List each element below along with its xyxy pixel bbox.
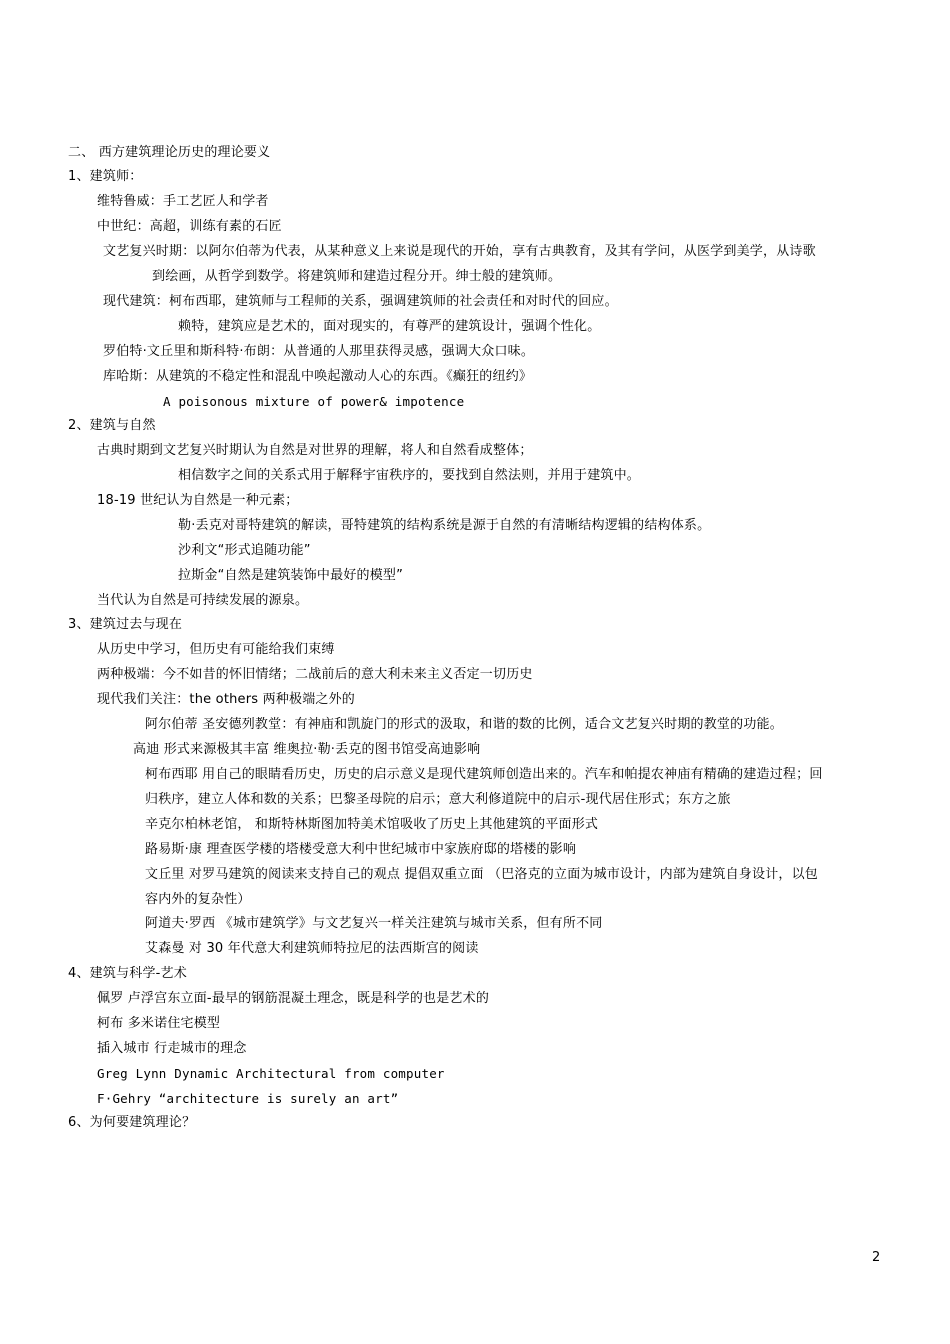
section-title: 二、 西方建筑理论历史的理论要义 (68, 145, 271, 160)
text-line: 到绘画，从哲学到数学。将建筑师和建造过程分开。绅士般的建筑师。 (152, 269, 562, 284)
text-line: 从历史中学习，但历史有可能给我们束缚 (97, 642, 335, 657)
text-line: 容内外的复杂性） (145, 892, 251, 907)
text-line: A poisonous mixture of power& impotence (163, 394, 465, 409)
heading-past-present: 3、建筑过去与现在 (68, 617, 183, 632)
heading-why-theory: 6、为何要建筑理论？ (68, 1115, 196, 1130)
text-line: Greg Lynn Dynamic Architectural from computer (97, 1066, 445, 1081)
text-line: F·Gehry “architecture is surely an art” (97, 1091, 399, 1106)
heading-nature: 2、建筑与自然 (68, 418, 156, 433)
text-line: 罗伯特·文丘里和斯科特·布朗：从普通的人那里获得灵感，强调大众口味。 (103, 344, 535, 359)
page-number: 2 (872, 1250, 881, 1265)
text-line: 相信数字之间的关系式用于解释宇宙秩序的，要找到自然法则，并用于建筑中。 (178, 468, 641, 483)
text-line: 路易斯·康 理查医学楼的塔楼受意大利中世纪城市中家族府邸的塔楼的影响 (145, 842, 577, 857)
heading-science-art: 4、建筑与科学-艺术 (68, 966, 187, 981)
text-line: 文艺复兴时期：以阿尔伯蒂为代表，从某种意义上来说是现代的开始，享有古典教育，及其有学问，从医学到美学，从诗歌 (103, 244, 816, 259)
text-line: 中世纪：高超，训练有素的石匠 (97, 219, 282, 234)
text-line: 拉斯金“自然是建筑装饰中最好的模型” (178, 568, 404, 583)
text-line: 佩罗 卢浮宫东立面-最早的钢筋混凝土理念，既是科学的也是艺术的 (97, 991, 490, 1006)
text-line: 现代建筑：柯布西耶，建筑师与工程师的关系，强调建筑师的社会责任和对时代的回应。 (103, 294, 618, 309)
text-line: 柯布 多米诺住宅模型 (97, 1016, 221, 1031)
text-line: 文丘里 对罗马建筑的阅读来支持自己的观点 提倡双重立面 （巴洛克的立面为城市设计，内部为建筑自身设计，以包 (145, 867, 818, 882)
text-line: 维特鲁威：手工艺匠人和学者 (97, 194, 269, 209)
text-line: 辛克尔柏林老馆， 和斯特林斯图加特美术馆吸收了历史上其他建筑的平面形式 (145, 817, 599, 832)
text-line: 沙利文“形式追随功能” (178, 543, 311, 558)
text-line: 两种极端：今不如昔的怀旧情绪；二战前后的意大利未来主义否定一切历史 (97, 667, 533, 682)
text-line: 18-19 世纪认为自然是一种元素； (97, 493, 299, 508)
text-line: 古典时期到文艺复兴时期认为自然是对世界的理解，将人和自然看成整体； (97, 443, 533, 458)
text-line: 柯布西耶 用自己的眼睛看历史，历史的启示意义是现代建筑师创造出来的。汽车和帕提农神庙有精确的建造过程；回 (145, 767, 823, 782)
text-line: 勒·丢克对哥特建筑的解读，哥特建筑的结构系统是源于自然的有清晰结构逻辑的结构体系。 (178, 518, 711, 533)
text-line: 插入城市 行走城市的理念 (97, 1041, 247, 1056)
text-line: 高迪 形式来源极其丰富 维奥拉·勒·丢克的图书馆受高迪影响 (133, 742, 481, 757)
text-line: 阿尔伯蒂 圣安德列教堂：有神庙和凯旋门的形式的汲取，和谐的数的比例，适合文艺复兴时期的教堂的功能。 (145, 717, 783, 732)
text-line: 归秩序，建立人体和数的关系；巴黎圣母院的启示；意大利修道院中的启示-现代居住形式；东方之旅 (145, 792, 731, 807)
text-line: 艾森曼 对 30 年代意大利建筑师特拉尼的法西斯宫的阅读 (145, 941, 479, 956)
heading-architect: 1、建筑师： (68, 169, 143, 184)
text-line: 阿道夫·罗西 《城市建筑学》与文艺复兴一样关注建筑与城市关系，但有所不同 (145, 916, 603, 931)
text-line: 库哈斯：从建筑的不稳定性和混乱中唤起激动人心的东西。《癫狂的纽约》 (103, 369, 533, 384)
text-line: 赖特，建筑应是艺术的，面对现实的，有尊严的建筑设计，强调个性化。 (178, 319, 601, 334)
text-line: 当代认为自然是可持续发展的源泉。 (97, 593, 309, 608)
text-line: 现代我们关注：the others 两种极端之外的 (97, 692, 356, 707)
